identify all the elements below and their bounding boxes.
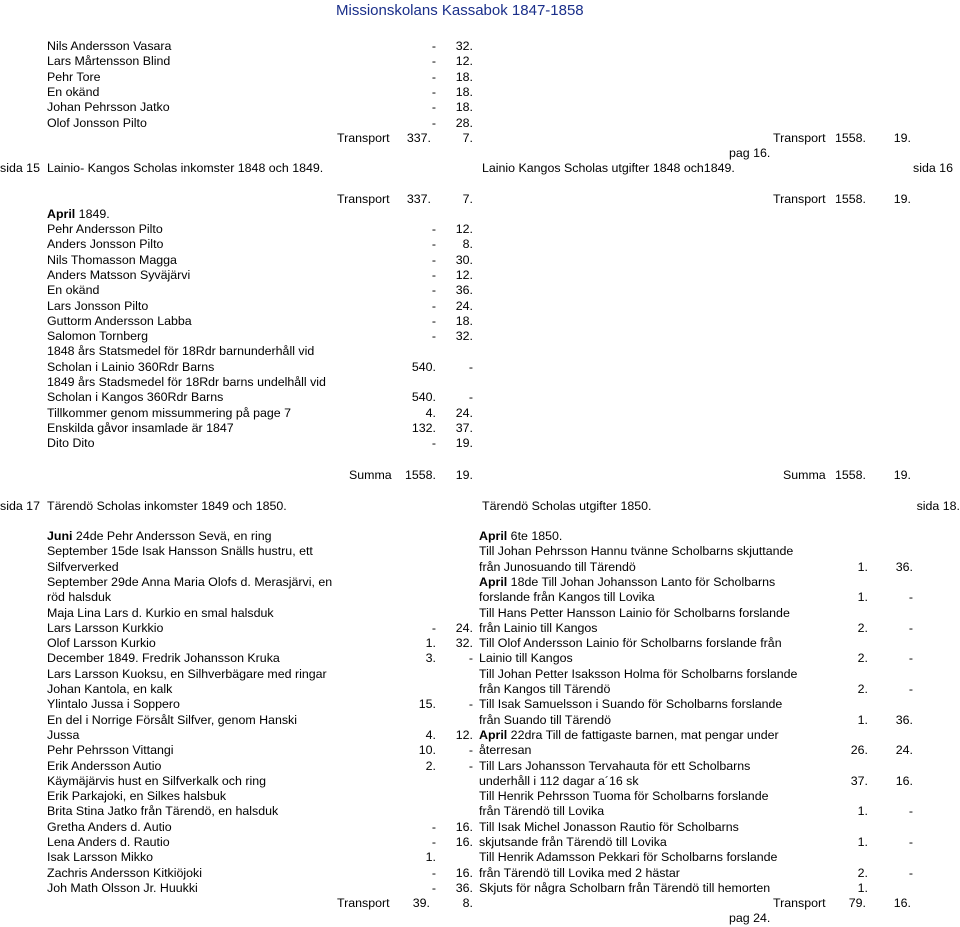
entry-amount: 12. <box>455 54 473 69</box>
entry-text: Till Isak Samuelsson i Suando för Scholbarns forslande <box>479 697 783 712</box>
entry-name <box>479 774 639 789</box>
entry-amount: 36. <box>895 559 913 574</box>
entry-text: forslande från Kangos till Lovika <box>479 590 655 605</box>
entry-name <box>47 881 198 896</box>
month-label: April <box>47 207 76 221</box>
entry-name: En okänd <box>47 283 100 298</box>
entry-name <box>47 774 266 789</box>
transport-label: Transport <box>337 896 390 910</box>
entry-name: Scholan i Kangos 360Rdr Barns <box>47 390 224 405</box>
entry-name <box>47 682 172 697</box>
entry-text: Jussa <box>47 727 80 742</box>
entry-amount: - <box>431 436 436 451</box>
entry-amount: 18. <box>455 313 473 328</box>
entry-text: Maja Lina Lars d. Kurkio en smal halsduk <box>47 605 274 620</box>
entry-amount: 24. <box>895 743 913 758</box>
entry-name: Anders Jonsson Pilto <box>47 237 164 252</box>
entry-amount: 132. <box>411 420 436 435</box>
entry-text: September 15de Isak Hansson Snälls hustru, ett <box>47 544 313 559</box>
entry-amount: 2. <box>425 758 436 773</box>
transport-amount: 7. <box>462 131 473 145</box>
entry-amount: - <box>468 697 473 712</box>
entry-name <box>479 682 610 697</box>
transport-amount: 1558. <box>834 192 866 206</box>
transport-amount: 1558. <box>834 131 866 145</box>
entry-amount: - <box>431 267 436 282</box>
entry-text: Till Hans Petter Hansson Lainio för Scholbarns forslande <box>479 605 790 620</box>
entry-amount: - <box>908 804 913 819</box>
entry-amount: - <box>468 651 473 666</box>
summa-amount: 19. <box>455 468 473 482</box>
entry-name <box>47 590 111 605</box>
entry-amount: 2. <box>857 651 868 666</box>
entry-amount: 1. <box>857 880 868 895</box>
entry-amount: 540. <box>411 390 436 405</box>
transport-label: Transport <box>773 896 826 910</box>
entry-amount: 4. <box>425 727 436 742</box>
entry-text: röd halsduk <box>47 590 112 605</box>
page-reference: pag 16. <box>729 146 771 160</box>
entry-name <box>479 820 739 835</box>
entry-amount: 30. <box>455 252 473 267</box>
entry-text: Olof Larsson Kurkio <box>47 636 156 651</box>
entry-amount: 8. <box>462 237 473 252</box>
entry-name: Johan Pehrsson Jatko <box>47 100 170 115</box>
entry-text: från Suando till Tärendö <box>479 712 612 727</box>
entry-amount: - <box>468 758 473 773</box>
entry-name <box>47 850 153 865</box>
entry-amount: 37. <box>850 773 868 788</box>
entry-amount: 1. <box>857 712 868 727</box>
page-number: sida 17 <box>0 499 40 513</box>
transport-label: Transport <box>773 192 826 206</box>
entry-name <box>479 804 604 819</box>
entry-text: 18de Till Johan Johansson Lanto för Scholbarns <box>507 574 776 589</box>
entry-text: Lainio till Kangos <box>479 651 573 666</box>
transport-amount: 7. <box>462 192 473 206</box>
entry-name <box>47 621 163 636</box>
entry-amount: 24. <box>455 620 473 635</box>
entry-name <box>479 743 531 758</box>
month-label: April <box>479 529 508 543</box>
entry-text: från Tärendö till Lovika med 2 hästar <box>479 865 680 880</box>
entry-name: Lars Mårtensson Blind <box>47 54 171 69</box>
entry-name <box>47 804 278 819</box>
entry-amount: 32. <box>455 636 473 651</box>
transport-amount: 337. <box>406 192 431 206</box>
entry-text: September 29de Anna Maria Olofs d. Merasjärvi, en <box>47 574 333 589</box>
page-title: Missionskolans Kassabok 1847-1858 <box>336 2 584 19</box>
section-heading: Lainio Kangos Scholas utgifter 1848 och1849. <box>482 161 735 175</box>
page-number: sida 16 <box>913 161 953 175</box>
entry-name <box>479 544 793 559</box>
entry-amount: 4. <box>425 405 436 420</box>
page-reference: pag 24. <box>729 911 771 925</box>
entry-amount: - <box>908 682 913 696</box>
entry-amount: - <box>431 54 436 69</box>
section-heading: Tärendö Scholas utgifter 1850. <box>482 499 652 513</box>
entry-name <box>47 651 280 666</box>
entry-name: Tillkommer genom missummering på page 7 <box>47 405 292 420</box>
entry-amount: 540. <box>411 359 436 374</box>
entry-text: från Lainio till Kangos <box>479 620 598 635</box>
entry-text: Skjuts för några Scholbarn från Tärendö till hemorten <box>479 880 771 895</box>
transport-amount: 16. <box>893 896 911 910</box>
entry-amount: 1. <box>857 590 868 605</box>
entry-name <box>47 743 174 758</box>
entry-amount: - <box>431 100 436 115</box>
entry-name <box>479 590 655 605</box>
entry-text: 1849. <box>75 207 110 221</box>
summa-label: Summa <box>783 468 826 482</box>
entry-amount: - <box>431 819 436 834</box>
entry-text: Till Johan Pehrsson Hannu tvänne Scholbarns skjuttande <box>479 544 794 559</box>
entry-amount: 1. <box>425 636 436 651</box>
month-label: April <box>479 727 508 742</box>
entry-amount: 15. <box>418 697 436 712</box>
entry-amount: 10. <box>418 743 436 758</box>
entry-name <box>479 636 782 651</box>
entry-amount: 16. <box>455 819 473 834</box>
entry-amount: - <box>908 620 913 635</box>
transport-label: Transport <box>337 131 390 145</box>
entry-amount: 32. <box>455 39 473 53</box>
entry-text: Till Henrik Adamsson Pekkari för Scholbarns forslande <box>479 850 778 865</box>
entry-name <box>479 866 680 881</box>
entry-amount: 16. <box>895 773 913 788</box>
entry-text: Erik Parkajoki, en Silkes halsbuk <box>47 789 227 804</box>
entry-name <box>479 697 782 712</box>
summa-amount: 1558. <box>404 468 436 482</box>
entry-name: Pehr Andersson Pilto <box>47 222 163 236</box>
entry-amount: - <box>431 329 436 344</box>
entry-text: Joh Math Olsson Jr. Huukki <box>47 880 198 895</box>
entry-amount: - <box>431 835 436 849</box>
entry-amount: 2. <box>857 865 868 880</box>
page-number: sida 15 <box>0 161 40 175</box>
entry-text: Isak Larsson Mikko <box>47 850 154 865</box>
entry-amount: - <box>908 835 913 849</box>
entry-text: Lars Larsson Kuoksu, en Silhverbägare med ringar <box>47 666 327 681</box>
entry-text: En del i Norrige Försålt Silfver, genom Hanski <box>47 712 297 727</box>
entry-amount: 36. <box>455 880 473 895</box>
entry-amount: - <box>431 252 436 267</box>
entry-amount: - <box>431 880 436 895</box>
entry-text: Käymäjärvis hust en Silfverkalk och ring <box>47 773 266 788</box>
entry-name: Enskilda gåvor insamlade är 1847 <box>47 420 234 435</box>
entry-text: från Junosuando till Tärendö <box>479 559 636 574</box>
entry-text: från Tärendö till Lovika <box>479 804 605 819</box>
entry-amount: - <box>431 298 436 313</box>
transport-amount: 79. <box>848 896 866 910</box>
entry-amount: - <box>908 651 913 666</box>
entry-amount: 26. <box>850 743 868 758</box>
entry-name <box>47 636 156 651</box>
section-heading: Tärendö Scholas inkomster 1849 och 1850. <box>47 499 287 513</box>
entry-text: återresan <box>479 743 532 758</box>
entry-name: Salomon Tornberg <box>47 329 149 344</box>
entry-amount: 1. <box>857 804 868 819</box>
entry-name <box>479 728 779 743</box>
summa-label: Summa <box>349 468 392 482</box>
entry-name <box>47 529 272 544</box>
entry-name <box>479 606 790 621</box>
entry-amount: - <box>431 39 436 53</box>
entry-amount: 1. <box>425 850 436 865</box>
entry-name <box>479 621 597 636</box>
entry-text: Pehr Pehrsson Vittangi <box>47 743 174 758</box>
entry-amount: 24. <box>455 298 473 313</box>
entry-amount: 12. <box>455 267 473 282</box>
entry-name <box>47 759 161 774</box>
entry-amount: 16. <box>455 865 473 880</box>
entry-name <box>47 560 119 575</box>
entry-amount: 1. <box>857 559 868 574</box>
entry-name: En okänd <box>47 84 100 99</box>
summa-amount: 1558. <box>834 468 866 482</box>
entry-amount: 18. <box>455 84 473 99</box>
entry-amount: 37. <box>455 420 473 435</box>
transport-amount: 19. <box>893 192 911 206</box>
entry-amount: - <box>468 359 473 374</box>
entry-amount: - <box>431 237 436 252</box>
entry-amount: - <box>431 69 436 84</box>
entry-name: Olof Jonsson Pilto <box>47 115 147 130</box>
entry-amount: 2. <box>857 620 868 635</box>
entry-name <box>479 529 562 544</box>
entry-text: 24de Pehr Andersson Sevä, en ring <box>72 529 272 543</box>
entry-text: Till Johan Petter Isaksson Holma för Scholbarns forslande <box>479 666 798 681</box>
entry-amount: 18. <box>455 69 473 84</box>
entry-text: Lena Anders d. Rautio <box>47 835 170 849</box>
entry-name: Anders Matsson Syväjärvi <box>47 267 191 282</box>
entry-text: Lars Larsson Kurkkio <box>47 620 164 635</box>
entry-name: Guttorm Andersson Labba <box>47 313 192 328</box>
entry-text: Johan Kantola, en kalk <box>47 682 173 696</box>
entry-amount: - <box>431 84 436 99</box>
entry-amount: 28. <box>455 115 473 130</box>
entry-name <box>479 575 775 590</box>
entry-name <box>47 789 226 804</box>
month-label: Juni <box>47 529 73 543</box>
entry-name <box>47 835 170 850</box>
entry-amount: 3. <box>425 651 436 666</box>
entry-text: Gretha Anders d. Autio <box>47 819 172 834</box>
entry-amount: 36. <box>455 283 473 298</box>
transport-label: Transport <box>337 192 390 206</box>
entry-amount: - <box>431 222 436 236</box>
entry-amount: - <box>431 283 436 298</box>
entry-text: Ylintalo Jussa i Soppero <box>47 697 180 712</box>
entry-text: skjutsande från Tärendö till Lovika <box>479 835 667 849</box>
entry-amount: 36. <box>895 712 913 727</box>
transport-amount: 19. <box>893 131 911 145</box>
entry-amount: - <box>431 865 436 880</box>
entry-amount: 32. <box>455 329 473 344</box>
entry-name <box>47 713 297 728</box>
entry-amount: - <box>431 313 436 328</box>
entry-name <box>479 881 770 896</box>
entry-name <box>47 575 332 590</box>
entry-name <box>479 713 611 728</box>
transport-amount: 8. <box>462 896 473 910</box>
entry-name: Nils Thomasson Magga <box>47 252 177 267</box>
entry-text: December 1849. Fredrik Johansson Kruka <box>47 651 280 666</box>
page-number: sida 18. <box>916 499 960 513</box>
entry-name <box>479 835 667 850</box>
entry-name <box>47 606 274 621</box>
transport-amount: 337. <box>406 131 431 145</box>
entry-name <box>479 667 797 682</box>
entry-amount: - <box>908 865 913 880</box>
entry-text: Erik Andersson Autio <box>47 758 162 773</box>
entry-text: Till Henrik Pehrsson Tuoma för Scholbarns forslande <box>479 789 769 804</box>
entry-amount: - <box>431 115 436 130</box>
section-heading: Lainio- Kangos Scholas inkomster 1848 och 1849. <box>47 161 324 175</box>
entry-name <box>47 866 202 881</box>
month-label: April <box>479 574 508 589</box>
entry-name: 1849 års Stadsmedel för 18Rdr barns undelhåll vid <box>47 375 326 389</box>
entry-amount: 1. <box>857 835 868 849</box>
entry-text: Till Isak Michel Jonasson Rautio för Scholbarns <box>479 819 739 834</box>
entry-name <box>47 728 79 743</box>
entry-name <box>47 697 180 712</box>
entry-amount: 19. <box>455 436 473 451</box>
entry-amount: 16. <box>455 835 473 849</box>
entry-name: Nils Andersson Vasara <box>47 39 172 53</box>
entry-amount: 12. <box>455 727 473 742</box>
entry-name: Dito Dito <box>47 436 95 451</box>
entry-text: Till Olof Andersson Lainio för Scholbarns forslande från <box>479 636 782 651</box>
entry-amount: - <box>908 590 913 605</box>
summa-amount: 19. <box>893 468 911 482</box>
entry-text: från Kangos till Tärendö <box>479 682 611 696</box>
entry-name <box>47 667 327 682</box>
entry-amount: 12. <box>455 222 473 236</box>
entry-text: Zachris Andersson Kitkiöjoki <box>47 865 202 880</box>
entry-amount: 2. <box>857 682 868 696</box>
entry-amount: 24. <box>455 405 473 420</box>
entry-name <box>479 850 777 865</box>
entry-text: 22dra Till de fattigaste barnen, mat pengar under <box>507 727 779 742</box>
entry-amount: 18. <box>455 100 473 115</box>
entry-text: Silfververked <box>47 559 119 574</box>
entry-name: Lars Jonsson Pilto <box>47 298 149 313</box>
entry-text: underhåll i 112 dagar a´16 sk <box>479 773 639 788</box>
entry-text: 6te 1850. <box>507 529 563 543</box>
entry-name: Pehr Tore <box>47 69 101 84</box>
entry-amount: - <box>431 620 436 635</box>
entry-text: Till Lars Johansson Tervahauta för ett Scholbarns <box>479 758 751 773</box>
page-header <box>0 0 960 22</box>
entry-name <box>479 789 768 804</box>
entry-amount: - <box>468 743 473 758</box>
entry-text: Brita Stina Jatko från Tärendö, en halsduk <box>47 804 279 819</box>
entry-name <box>479 759 750 774</box>
transport-amount: 39. <box>412 896 430 910</box>
entry-name: 1848 års Statsmedel för 18Rdr barnunderhåll vid <box>47 344 315 359</box>
entry-name <box>479 560 636 575</box>
entry-name <box>47 544 313 559</box>
entry-amount: - <box>468 390 473 405</box>
entry-name <box>47 820 172 835</box>
month-heading <box>47 207 110 222</box>
transport-label: Transport <box>773 131 826 145</box>
entry-name: Scholan i Lainio 360Rdr Barns <box>47 359 215 374</box>
entry-name <box>479 651 573 666</box>
